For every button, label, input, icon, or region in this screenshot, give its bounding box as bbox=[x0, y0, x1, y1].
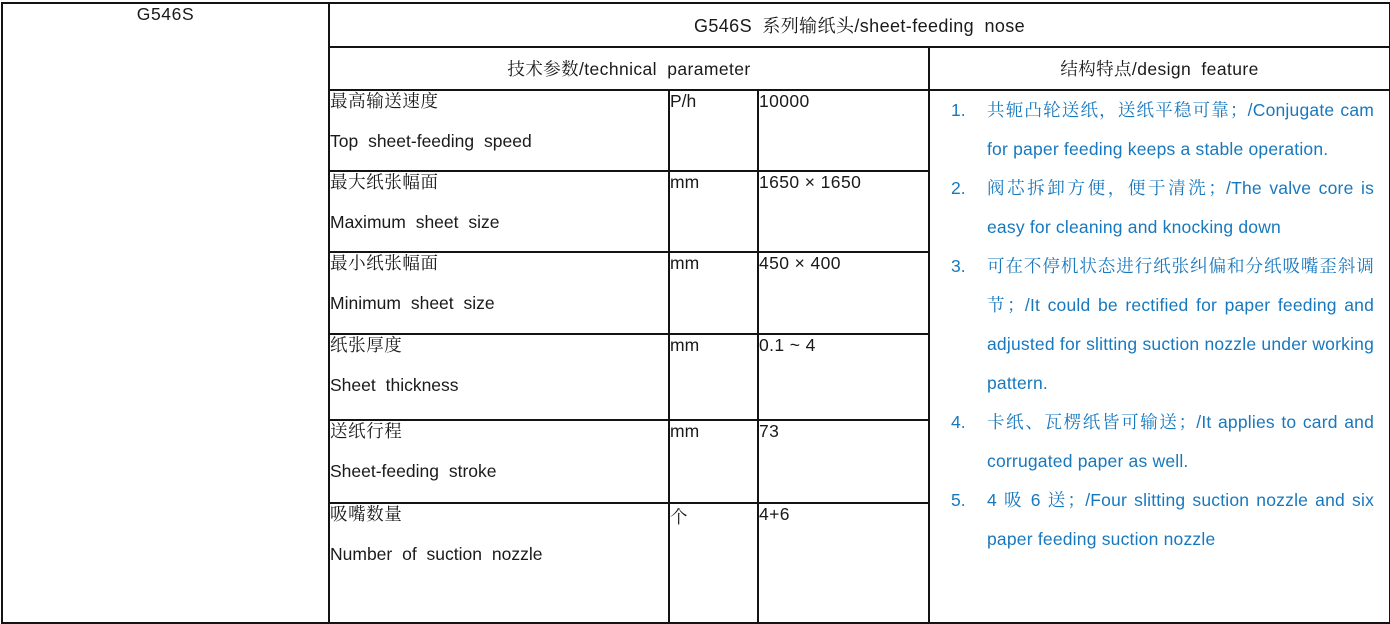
spec-table bbox=[1, 2, 1390, 624]
param-name-cn: 最高输送速度 bbox=[330, 91, 439, 111]
param-value: 1650 × 1650 bbox=[758, 171, 929, 252]
param-value: 4+6 bbox=[758, 503, 929, 623]
design-features-cell bbox=[929, 90, 1390, 623]
feature-item bbox=[930, 91, 1389, 169]
model-label: G546S bbox=[136, 4, 195, 24]
param-value: 0.1 ~ 4 bbox=[758, 334, 929, 420]
feature-text: 4 吸 6 送；/Four slitting suction nozzle and six paper feeding suction nozzle bbox=[987, 490, 1375, 549]
feature-number: 4. bbox=[951, 412, 966, 432]
param-name-cn: 送纸行程 bbox=[330, 421, 403, 441]
param-name-cn: 最小纸张幅面 bbox=[330, 253, 439, 273]
param-value: 10000 bbox=[758, 90, 929, 171]
feature-number: 5. bbox=[951, 490, 966, 510]
design-feature-label: 结构特点/design feature bbox=[1060, 59, 1259, 79]
feature-text: 阀芯拆卸方便，便于清洗；/The valve core is easy for cleaning and knocking down bbox=[987, 178, 1375, 237]
param-name-cell bbox=[329, 420, 669, 503]
param-name-cn: 最大纸张幅面 bbox=[330, 172, 439, 192]
param-name-en: Top sheet-feeding speed bbox=[330, 131, 532, 151]
param-name-cell bbox=[329, 171, 669, 252]
feature-number: 2. bbox=[951, 178, 966, 198]
table-title: G546S 系列输纸头/sheet-feeding nose bbox=[693, 16, 1026, 36]
param-unit: mm bbox=[669, 334, 758, 420]
param-unit: mm bbox=[669, 420, 758, 503]
feature-item bbox=[930, 481, 1389, 559]
param-name-en: Sheet thickness bbox=[330, 375, 459, 395]
param-name-cn: 吸嘴数量 bbox=[330, 504, 403, 524]
feature-text: 可在不停机状态进行纸张纠偏和分纸吸嘴歪斜调节；/It could be rectified for paper feeding and adjusted for slitting suction nozzle under working pattern. bbox=[987, 256, 1375, 393]
technical-parameter-header bbox=[329, 47, 929, 90]
param-value: 450 × 400 bbox=[758, 252, 929, 334]
technical-parameter-label: 技术参数/technical parameter bbox=[507, 59, 751, 79]
feature-number: 1. bbox=[951, 100, 966, 120]
feature-item bbox=[930, 403, 1389, 481]
feature-number: 3. bbox=[951, 256, 966, 276]
param-name-cn: 纸张厚度 bbox=[330, 335, 403, 355]
param-name-cell bbox=[329, 252, 669, 334]
design-feature-header bbox=[929, 47, 1390, 90]
model-cell bbox=[2, 3, 329, 623]
param-value: 73 bbox=[758, 420, 929, 503]
feature-text: 卡纸、瓦楞纸皆可输送；/It applies to card and corrugated paper as well. bbox=[987, 412, 1375, 471]
param-name-cell bbox=[329, 503, 669, 623]
param-name-en: Sheet-feeding stroke bbox=[330, 461, 497, 481]
param-name-cell bbox=[329, 334, 669, 420]
table-title-cell bbox=[329, 3, 1390, 47]
param-name-en: Number of suction nozzle bbox=[330, 544, 543, 564]
param-unit: mm bbox=[669, 171, 758, 252]
feature-item bbox=[930, 247, 1389, 403]
param-unit: 个 bbox=[669, 503, 758, 623]
param-unit: P/h bbox=[669, 90, 758, 171]
feature-item bbox=[930, 169, 1389, 247]
param-name-en: Minimum sheet size bbox=[330, 293, 495, 313]
param-name-en: Maximum sheet size bbox=[330, 212, 500, 232]
param-name-cell bbox=[329, 90, 669, 171]
param-unit: mm bbox=[669, 252, 758, 334]
feature-text: 共轭凸轮送纸，送纸平稳可靠；/Conjugate cam for paper feeding keeps a stable operation. bbox=[987, 100, 1375, 159]
